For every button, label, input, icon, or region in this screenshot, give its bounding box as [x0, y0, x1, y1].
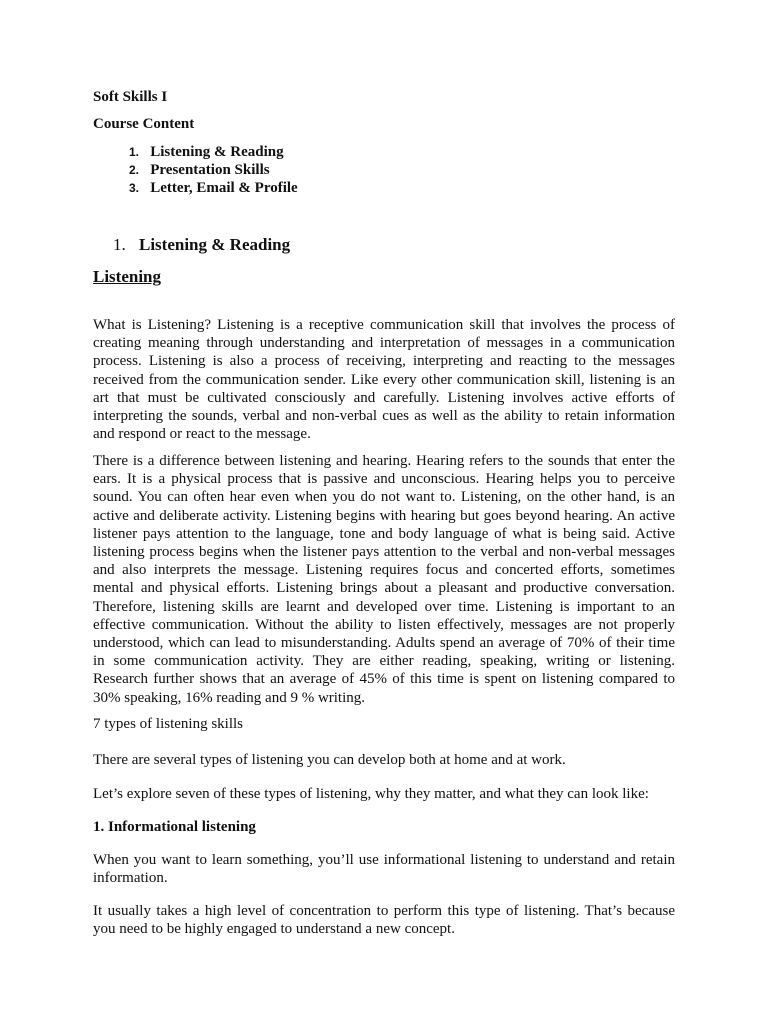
paragraph: What is Listening? Listening is a receptive communication skill that involves the process of creating meaning through understanding and interpretation of messages in a communication process. Listening is also a process of receiving, interpreting and reacting to the messages received from the communication sender. Like every other communication skill, listening is an art that must be cultivated consciously and carefully. Listening involves active efforts of interpreting the sounds, verbal and non-verbal cues as well as the ability to retain information and respond or react to the message.: [93, 317, 675, 443]
list-item-label: Presentation Skills: [150, 162, 270, 178]
list-item: [93, 143, 298, 161]
section-number: 1.: [113, 235, 126, 254]
paragraph: 7 types of listening skills: [93, 716, 243, 732]
list-heading: 1. Informational listening: [93, 819, 256, 835]
course-content-label: Course Content: [93, 116, 195, 132]
document-title: Soft Skills I: [93, 89, 168, 105]
paragraph: It usually takes a high level of concentration to perform this type of listening. That’s because you need to be highly engaged to understand a new concept.: [93, 903, 675, 938]
list-item-number: 3.: [128, 181, 139, 195]
section-heading: [113, 235, 290, 255]
list-item-number: 2.: [128, 163, 139, 177]
list-item: [93, 161, 298, 179]
paragraph: When you want to learn something, you’ll use informational listening to understand and retain information.: [93, 852, 675, 887]
paragraph: There is a difference between listening and hearing. Hearing refers to the sounds that enter the ears. It is a physical process that is passive and unconscious. Hearing helps you to perceive sound. You can often hear even when you do not want to. Listening, on the other hand, is an active and deliberate activity. Listening begins with hearing but goes beyond hearing. An active listener pays attention to the language, tone and body language of what is being said. Active listening process begins when the listener pays attention to the verbal and non-verbal messages and also interprets the message. Listening requires focus and concerted efforts, sometimes mental and physical efforts. Listening brings about a pleasant and productive conversation. Therefore, listening skills are learnt and developed over time. Listening is important to an effective communication. Without the ability to listen effectively, messages are not properly understood, which can lead to misunderstanding. Adults spend an average of 70% of their time in some communication activity. They are either reading, speaking, writing or listening. Research further shows that an average of 45% of this time is spent on listening compared to 30% speaking, 16% reading and 9 % writing.: [93, 453, 675, 706]
section-title: Listening & Reading: [139, 235, 291, 254]
paragraph: Let’s explore seven of these types of listening, why they matter, and what they can look like:: [93, 786, 649, 802]
list-item: [93, 179, 298, 197]
list-item-number: 1.: [128, 145, 139, 159]
list-item-label: Letter, Email & Profile: [150, 180, 298, 196]
subsection-heading: Listening: [93, 267, 162, 286]
list-item-label: Listening & Reading: [150, 144, 284, 160]
course-content-list: [93, 143, 298, 197]
paragraph: There are several types of listening you can develop both at home and at work.: [93, 752, 566, 768]
